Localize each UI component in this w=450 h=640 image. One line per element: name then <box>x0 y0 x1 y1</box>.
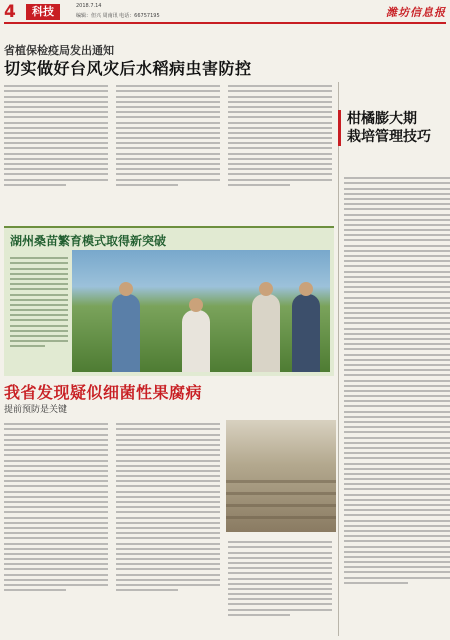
side-article-body <box>344 174 450 587</box>
text-column <box>116 82 220 189</box>
text-column <box>4 82 108 189</box>
person-head <box>299 282 313 296</box>
side-headline-line: 柑橘膨大期 <box>347 111 417 127</box>
text-column <box>116 420 220 594</box>
person-figure <box>182 310 210 372</box>
editor-line: 编辑：但兴 周南讯 电话：66757195 <box>76 13 160 19</box>
masthead: 潍坊信息报 <box>386 6 446 19</box>
side-headline <box>338 110 443 146</box>
person-head <box>189 298 203 312</box>
person-figure <box>252 294 280 372</box>
side-article <box>338 82 446 636</box>
feature-box <box>4 226 334 376</box>
bottom-article-body <box>4 420 334 636</box>
page-header <box>4 2 446 24</box>
person-figure <box>292 294 320 372</box>
lead-article-body <box>4 82 334 210</box>
bottom-headline: 我省发现疑似细菌性果腐病 <box>4 383 203 402</box>
person-figure <box>112 294 140 372</box>
bottom-subhead: 提前预防是关键 <box>4 405 68 415</box>
person-head <box>119 282 133 296</box>
text-column <box>228 82 332 189</box>
column-divider <box>338 82 339 636</box>
text-column <box>228 538 332 619</box>
side-headline-line: 栽培管理技巧 <box>347 129 431 145</box>
lead-headline: 切实做好台风灾后水稻病虫害防控 <box>4 59 252 78</box>
page-number: 4 <box>4 2 16 22</box>
feature-headline: 湖州桑苗繁育模式取得新突破 <box>10 234 167 248</box>
text-column <box>4 420 108 594</box>
person-head <box>259 282 273 296</box>
lead-kicker: 省植保检疫局发出通知 <box>4 44 114 57</box>
crop-photo <box>226 420 336 532</box>
section-label: 科技 <box>26 4 60 20</box>
date-line: 2018.7.14 <box>76 3 102 9</box>
feature-body <box>10 254 68 351</box>
feature-photo <box>72 250 330 372</box>
